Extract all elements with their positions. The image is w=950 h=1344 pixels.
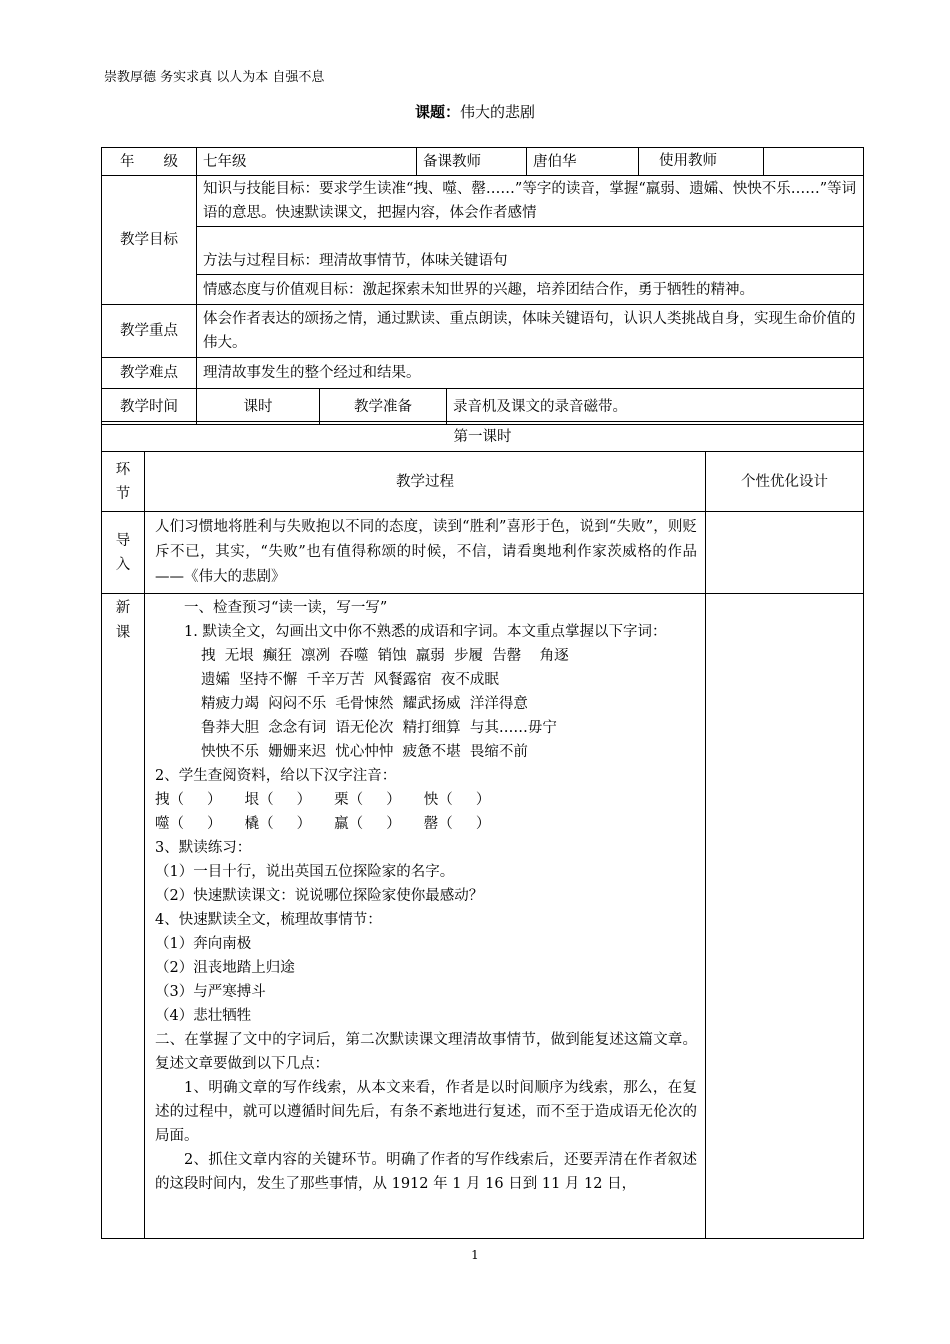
- practice-item: （1）一目十行，说出英国五位探险家的名字。: [155, 864, 455, 880]
- difficulty-text: 理清故事发生的整个经过和结果。: [197, 358, 864, 389]
- title-label: 课题：: [414, 103, 460, 121]
- use-teacher-label: 使用教师: [639, 148, 764, 175]
- word-list-line: 鲁莽大胆 念念有词 语无伦次 精打细算 与其……毋宁: [201, 720, 557, 736]
- page-title: [0, 101, 950, 122]
- prep-label: 教学准备: [320, 389, 447, 425]
- header-motto: 崇教厚德 务实求真 以人为本 自强不息: [104, 70, 325, 85]
- word-list-line: 遗孀 坚持不懈 千辛万苦 风餐露宿 夜不成眠: [201, 672, 499, 688]
- title-text: 伟大的悲剧: [460, 103, 536, 121]
- step-retell: 二、在掌握了文中的字词后，第二次默读课文理清故事情节，做到能复述这篇文章。复述文章要做到以下几点：: [155, 1032, 697, 1072]
- retell-point: 2、抓住文章内容的关键环节。明确了作者的写作线索后，还要弄清在作者叙述的这段时间内，发生了那些事情，从 1912 年 1 月 16 日到 11 月 12 日，: [155, 1152, 697, 1192]
- section-title: 第一课时: [102, 422, 864, 452]
- prep-teacher-label: 备课教师: [417, 148, 527, 176]
- goals-label: 教学目标: [102, 176, 197, 305]
- prep-value: 录音机及课文的录音磁带。: [447, 389, 864, 425]
- retell-point: 1、明确文章的写作线索，从本文来看，作者是以时间顺序为线索，那么，在复述的过程中，就可以遵循时间先后，有条不紊地进行复述，而不至于造成语无伦次的局面。: [155, 1080, 697, 1144]
- key-point-text: 体会作者表达的颂扬之情，通过默读、重点朗读，体味关键语句，认识人类挑战自身，实现生命价值的伟大。: [197, 305, 864, 358]
- col-design-header: 个性优化设计: [706, 452, 864, 512]
- pinyin-line: 拽（ ） 垠（ ） 栗（ ） 怏（ ）: [155, 792, 491, 808]
- new-lesson-design: [706, 594, 864, 1239]
- step-plot: 4、快速默读全文，梳理故事情节：: [155, 912, 382, 928]
- word-list-line: 精疲力竭 闷闷不乐 毛骨悚然 耀武扬威 洋洋得意: [201, 696, 528, 712]
- page-number: 1: [471, 1248, 479, 1262]
- key-point-label: 教学重点: [102, 305, 197, 358]
- new-lesson-label: 新课: [102, 594, 145, 1239]
- word-list-line: 怏怏不乐 姗姗来迟 忧心忡忡 疲惫不堪 畏缩不前: [201, 744, 528, 760]
- plot-item: （3）与严寒搏斗: [155, 984, 266, 1000]
- intro-design: [706, 512, 864, 594]
- practice-item: （2）快速默读课文：说说哪位探险家使你最感动？: [155, 888, 484, 904]
- time-label: 教学时间: [102, 389, 197, 425]
- plot-item: （1）奔向南极: [155, 936, 252, 952]
- lesson-process-table: [101, 421, 864, 1239]
- step-check-preview: 一、检查预习“读一读，写一写”: [184, 600, 388, 616]
- lesson-info-table: [101, 147, 864, 425]
- col-process-header: 教学过程: [145, 452, 706, 512]
- intro-label: 导入: [102, 512, 145, 594]
- grade-value: 七年级: [197, 148, 417, 176]
- new-lesson-process: [145, 594, 706, 1239]
- plot-item: （4）悲壮牺牲: [155, 1008, 252, 1024]
- goal-emotion: 情感态度与价值观目标：激起探索未知世界的兴趣，培养团结合作，勇于牺牲的精神。: [197, 275, 864, 305]
- difficulty-label: 教学难点: [102, 358, 197, 389]
- goal-method: 方法与过程目标：理清故事情节，体味关键语句: [197, 227, 864, 275]
- prep-teacher-value: 唐伯华: [527, 148, 639, 176]
- intro-text: 人们习惯地将胜利与失败抱以不同的态度，读到“胜利”喜形于色，说到“失败”，则贬斥不已，其实，“失败”也有值得称颂的时候，不信，请看奥地利作家茨威格的作品——《伟大的悲剧》: [145, 512, 706, 594]
- col-link-header: 环节: [102, 452, 145, 512]
- use-teacher-cell: [639, 148, 864, 176]
- hours-label: 课时: [197, 389, 320, 425]
- word-list-line: 拽 无垠 癫狂 凛冽 吞噬 销蚀 羸弱 步履 告罄 角逐: [201, 648, 569, 664]
- plot-item: （2）沮丧地踏上归途: [155, 960, 295, 976]
- goal-knowledge: 知识与技能目标：要求学生读准“拽、噬、罄……”等字的读音，掌握“羸弱、遗孀、怏怏不乐……”等词语的意思。快速默读课文，把握内容，体会作者感情: [197, 176, 864, 227]
- step-practice: 3、默读练习：: [155, 840, 252, 856]
- step-silent-read: 1. 默读全文，勾画出文中你不熟悉的成语和字词。本文重点掌握以下字词：: [184, 624, 667, 640]
- pinyin-line: 噬（ ） 橇（ ） 羸（ ） 罄（ ）: [155, 816, 491, 832]
- step-pinyin: 2、学生查阅资料，给以下汉字注音：: [155, 768, 397, 784]
- grade-label: 年 级: [102, 148, 197, 176]
